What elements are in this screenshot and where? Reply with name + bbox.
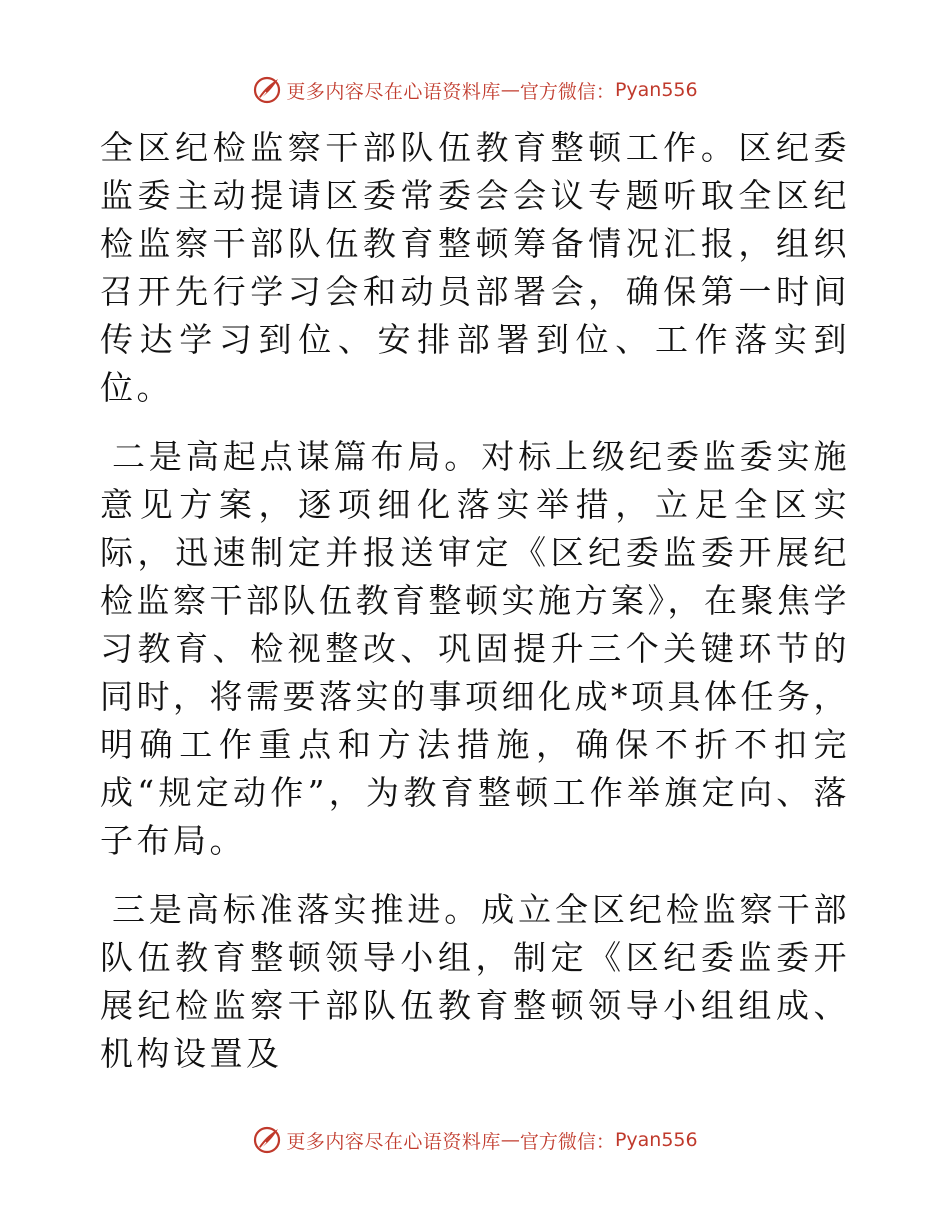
footer-watermark (0, 1120, 950, 1160)
document-body (100, 124, 850, 1078)
header-watermark (0, 70, 950, 110)
quill-logo-icon (252, 1125, 282, 1155)
watermark-wechat-id: Pyan556 (614, 1129, 698, 1151)
watermark-brand: 更多内容尽在心语资料库 (286, 80, 501, 103)
watermark-wechat-label: 官方微信： (519, 80, 615, 103)
watermark-wechat-label: 官方微信： (519, 1130, 615, 1153)
watermark-brand: 更多内容尽在心语资料库 (286, 1130, 501, 1153)
quill-logo-icon (252, 75, 282, 105)
watermark-separator: — (500, 79, 520, 101)
watermark-wechat-id: Pyan556 (614, 79, 698, 101)
watermark-separator: — (500, 1129, 520, 1151)
paragraph-1: 全区纪检监察干部队伍教育整顿工作。区纪委监委主动提请区委常委会会议专题听取全区纪检监察干部队伍教育整顿筹备情况汇报，组织召开先行学习会和动员部署会，确保第一时间传达学习到位、安排部署到位、工作落实到位。 (100, 128, 850, 407)
paragraph-3: 三是高标准落实推进。成立全区纪检监察干部队伍教育整顿领导小组，制定《区纪委监委开展纪检监察干部队伍教育整顿领导小组组成、机构设置及 (100, 890, 850, 1073)
paragraph-2: 二是高起点谋篇布局。对标上级纪委监委实施意见方案，逐项细化落实举措，立足全区实际，迅速制定并报送审定《区纪委监委开展纪检监察干部队伍教育整顿实施方案》，在聚焦学习教育、检视整改、巩固提升三个关键环节的同时，将需要落实的事项细化成*项具体任务，明确工作重点和方法措施，确保不折不扣完成“规定动作”，为教育整顿工作举旗定向、落子布局。 (100, 437, 850, 860)
